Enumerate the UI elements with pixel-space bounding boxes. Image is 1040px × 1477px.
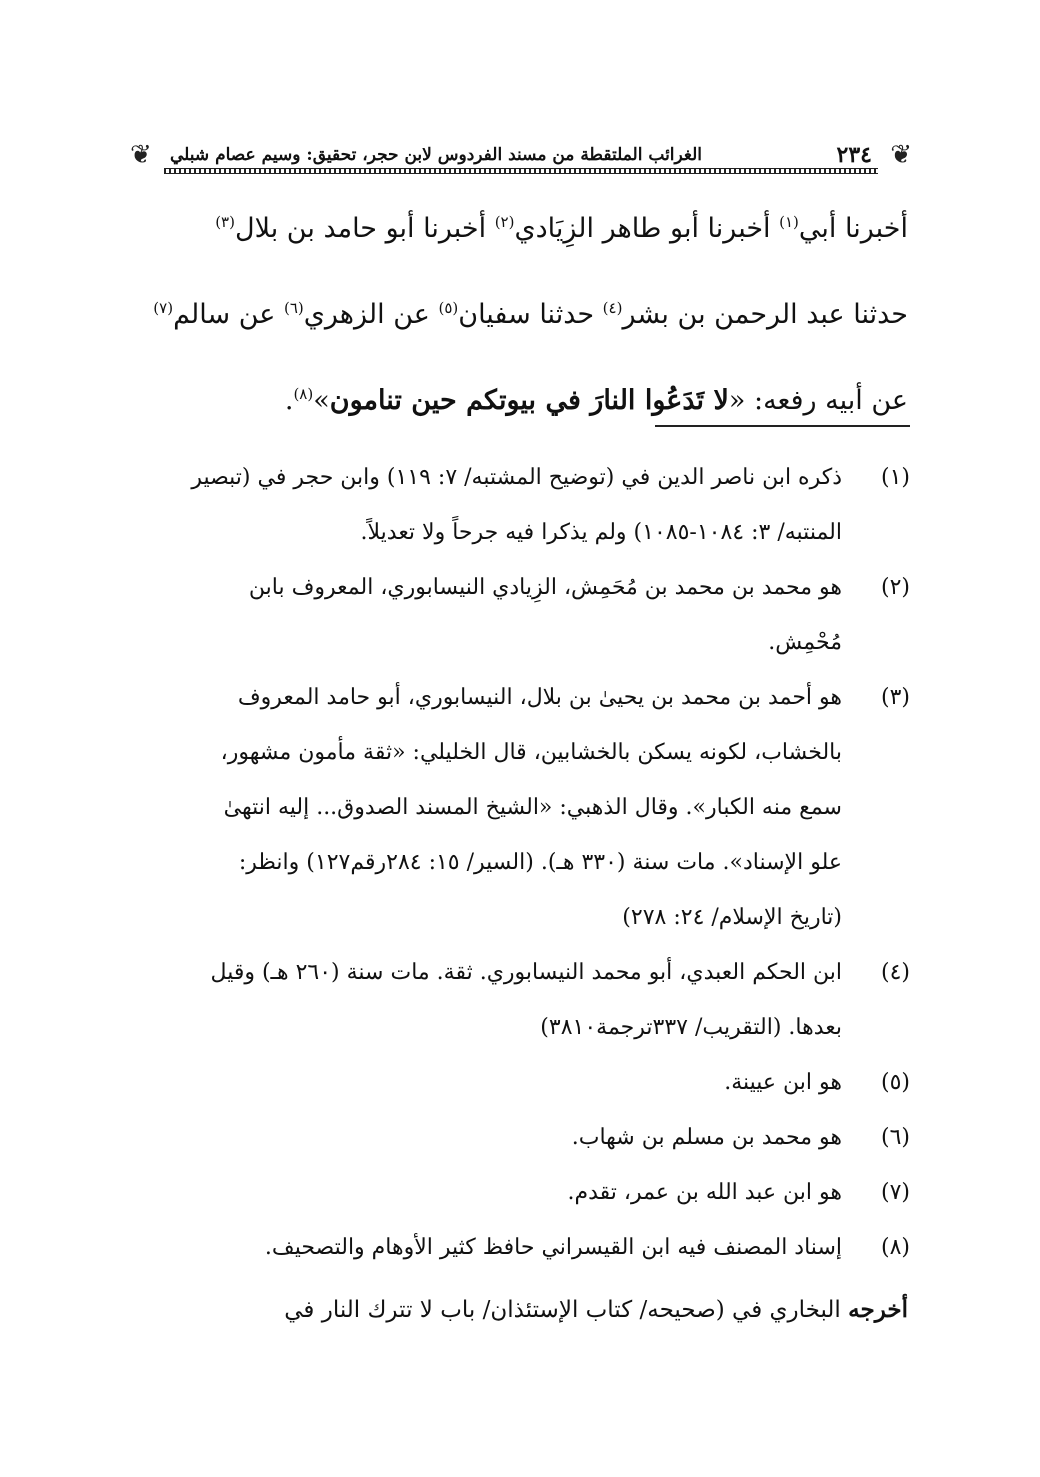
footnote-line: إسناد المصنف فيه ابن القيسراني حافظ كثير الأوهام والتصحيف. xyxy=(264,1235,842,1260)
footnote-6 xyxy=(135,1110,910,1165)
footnote-line: بالخشاب، لكونه يسكن بالخشابين، قال الخليلي: «ثقة مأمون مشهور، xyxy=(220,740,842,765)
header-ornament-left-icon: ❦ xyxy=(130,140,152,170)
footnote-5 xyxy=(135,1055,910,1110)
footnote-number: (٢) xyxy=(880,575,910,600)
footnote-ref-2[interactable]: (٢) xyxy=(494,213,515,231)
text-segment: أخبرنا أبو حامد بن بلال xyxy=(234,213,495,244)
footnote-line: المنتبه/ ٣: ١٠٨٤-١٠٨٥) ولم يذكرا فيه جرحاً ولا تعديلاً. xyxy=(360,520,842,545)
footnote-number: (٨) xyxy=(880,1235,910,1260)
footnote-separator xyxy=(655,425,910,427)
main-line-1 xyxy=(138,186,908,272)
text-segment: عن أبيه رفعه: « xyxy=(728,385,908,416)
footnote-line: هو ابن عبد الله بن عمر، تقدم. xyxy=(567,1180,842,1205)
footnote-number: (٤) xyxy=(880,960,910,985)
footnote-number: (٦) xyxy=(880,1125,910,1150)
footnote-line: مُحْمِش. xyxy=(768,630,842,655)
footnote-number: (٧) xyxy=(880,1180,910,1205)
footnote-line: هو محمد بن محمد بن مُحَمِش، الزِيادي النيسابوري، المعروف بابن xyxy=(248,575,842,600)
header-ornament-right-icon: ❦ xyxy=(890,140,912,170)
footnote-line: هو أحمد بن محمد بن يحيىٰ بن بلال، النيسابوري، أبو حامد المعروف xyxy=(237,685,842,710)
footnote-line: هو ابن عيينة. xyxy=(724,1070,842,1095)
text-segment: حدثنا سفيان xyxy=(458,299,603,330)
footnotes-list xyxy=(135,450,910,1275)
text-segment: أخبرنا أبي xyxy=(798,213,908,244)
footnote-line: سمع منه الكبار». وقال الذهبي: «الشيخ المسند الصدوق... إليه انتهىٰ xyxy=(223,795,842,820)
footnote-number: (٣) xyxy=(880,685,910,710)
main-line-2 xyxy=(138,272,908,358)
footnote-ref-1[interactable]: (١) xyxy=(779,213,799,231)
footnote-1 xyxy=(135,450,910,560)
footnote-line: ابن الحكم العبدي، أبو محمد النيسابوري. ثقة. مات سنة (٢٦٠ هـ) وقيل xyxy=(210,960,842,985)
footnote-ref-8[interactable]: (٨) xyxy=(293,385,314,403)
main-line-3 xyxy=(138,358,908,444)
hadith-text: لا تَدَعُوا النارَ في بيوتكم حين تنامون xyxy=(329,385,729,416)
closing-paragraph xyxy=(138,1282,908,1338)
footnote-3 xyxy=(135,670,910,945)
footnote-ref-6[interactable]: (٦) xyxy=(283,299,304,317)
footnote-line: هو محمد بن مسلم بن شهاب. xyxy=(571,1125,842,1150)
footnote-ref-3[interactable]: (٣) xyxy=(215,213,235,231)
footnote-line: ذكره ابن ناصر الدين في (توضيح المشتبه/ ٧: ١١٩) وابن حجر في (تبصير xyxy=(191,465,842,490)
text-segment: عن الزهري xyxy=(303,299,439,330)
footnote-7 xyxy=(135,1165,910,1220)
footnote-4 xyxy=(135,945,910,1055)
footnote-line: بعدها. (التقريب/ ٣٣٧ترجمة٣٨١٠) xyxy=(540,1015,842,1040)
text-segment: » xyxy=(313,385,330,416)
footnote-ref-5[interactable]: (٥) xyxy=(438,299,459,317)
running-title: الغرائب الملتقطة من مسند الفردوس لابن حجر، تحقيق: وسيم عصام شبلي xyxy=(170,145,703,165)
footnote-line: علو الإسناد». مات سنة (٣٣٠ هـ). (السير/ ١٥: ٢٨٤رقم١٢٧) وانظر: xyxy=(238,850,842,875)
footnote-ref-4[interactable]: (٤) xyxy=(602,299,623,317)
text-segment: أخبرنا أبو طاهر الزِيَادي xyxy=(514,213,780,244)
main-text xyxy=(138,186,908,444)
footnote-ref-7[interactable]: (٧) xyxy=(153,299,174,317)
footnote-number: (١) xyxy=(880,465,910,490)
footnote-number: (٥) xyxy=(880,1070,910,1095)
text-segment: عن سالم xyxy=(173,299,284,330)
footnote-line: (تاريخ الإسلام/ ٢٤: ٢٧٨) xyxy=(622,905,842,930)
closing-rest: البخاري في (صحيحه/ كتاب الإستئذان/ باب لا تترك النار في xyxy=(284,1297,849,1323)
page-number: ٢٣٤ xyxy=(836,142,872,168)
header-divider xyxy=(164,168,878,174)
footnote-2 xyxy=(135,560,910,670)
text-segment: حدثنا عبد الرحمن بن بشر xyxy=(622,299,908,330)
text-segment: . xyxy=(284,385,294,416)
closing-lead-word: أخرجه xyxy=(848,1296,908,1323)
footnote-8 xyxy=(135,1220,910,1275)
running-header xyxy=(130,138,912,178)
